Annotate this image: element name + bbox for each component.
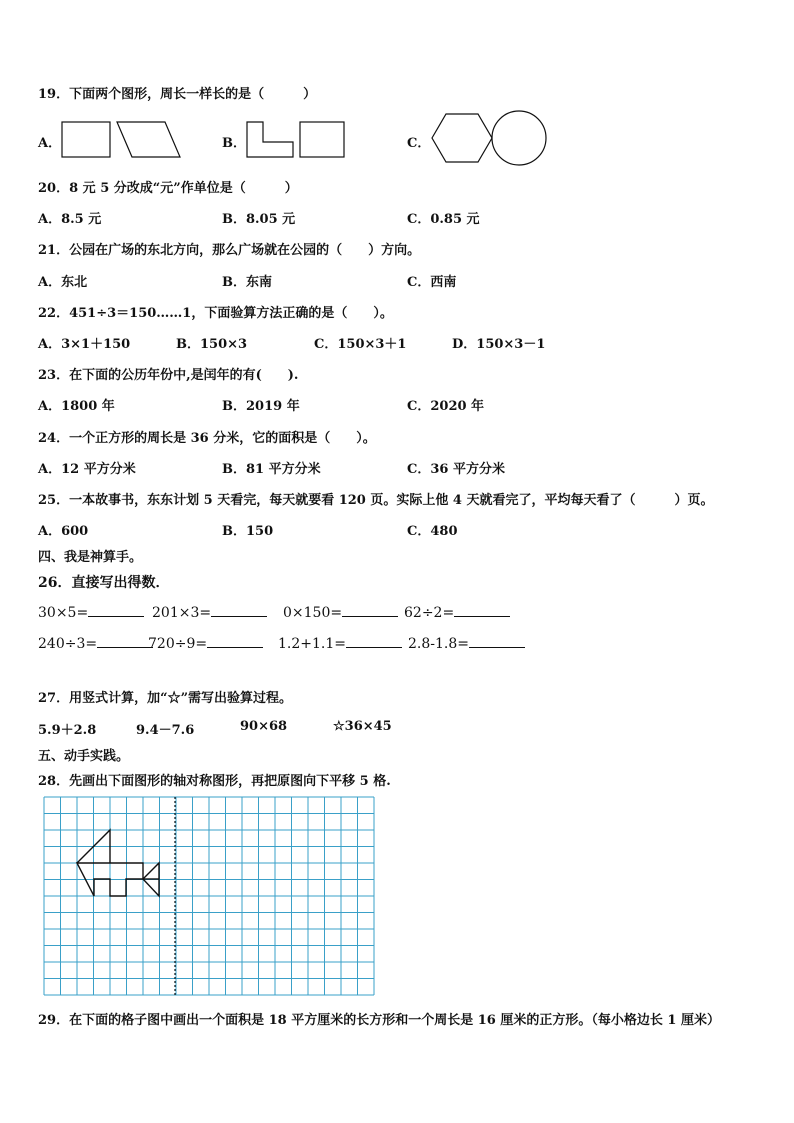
option-a: A．3×1＋150 xyxy=(38,337,131,352)
option-d: D．150×3－1 xyxy=(452,337,546,352)
question-21: 21．公园在广场的东北方向，那么广场就在公园的（ ）方向。 xyxy=(38,243,421,258)
option-b: B．8.05 元 xyxy=(222,212,296,227)
calc-item: 240÷3= xyxy=(38,635,153,652)
question-28: 28．先画出下面图形的轴对称图形，再把原图向下平移 5 格. xyxy=(38,774,391,789)
option-a-label: A． xyxy=(38,136,62,151)
question-26: 26．直接写出得数． xyxy=(38,575,170,591)
grid-diagram[interactable] xyxy=(44,797,374,997)
vertical-calc-item: 90×68 xyxy=(240,719,288,734)
calc-item: 2.8-1.8= xyxy=(408,635,525,652)
option-c: C．480 xyxy=(407,524,458,539)
vertical-calc-item: ☆36×45 xyxy=(333,719,392,734)
option-c: C．150×3＋1 xyxy=(314,337,407,352)
calc-item: 0×150= xyxy=(283,604,398,621)
option-b: B．东南 xyxy=(222,275,272,290)
calc-item: 30×5= xyxy=(38,604,144,621)
hexagon-figure xyxy=(432,114,492,162)
answer-blank[interactable] xyxy=(97,635,153,648)
option-c-figures xyxy=(430,110,550,166)
option-c-label: C． xyxy=(407,136,431,151)
calc-item: 1.2+1.1= xyxy=(278,635,402,652)
option-b: B．2019 年 xyxy=(222,399,300,414)
section-heading-5: 五、动手实践。 xyxy=(38,749,130,764)
parallelogram-figure xyxy=(117,122,180,157)
option-b: B．150×3 xyxy=(176,337,248,352)
option-a: A．东北 xyxy=(38,275,88,290)
option-b: B．150 xyxy=(222,524,274,539)
option-c: C．西南 xyxy=(407,275,457,290)
answer-blank[interactable] xyxy=(88,604,144,617)
section-heading-4: 四、我是神算手。 xyxy=(38,550,143,565)
option-b: B．81 平方分米 xyxy=(222,462,321,477)
answer-blank[interactable] xyxy=(469,635,525,648)
question-19: 19．下面两个图形，周长一样长的是（ ） xyxy=(38,87,317,102)
question-25: 25．一本故事书，东东计划 5 天看完，每天就要看 120 页。实际上他 4 天就看完了，平均每天看了（ ）页。 xyxy=(38,493,714,508)
answer-blank[interactable] xyxy=(454,604,510,617)
option-a: A．600 xyxy=(38,524,89,539)
calc-item: 62÷2= xyxy=(404,604,510,621)
answer-blank[interactable] xyxy=(342,604,398,617)
l-shape-figure xyxy=(247,122,293,157)
question-27: 27．用竖式计算，加“☆”需写出验算过程。 xyxy=(38,691,293,706)
option-a: A．12 平方分米 xyxy=(38,462,136,477)
question-20: 20．8 元 5 分改成“元”作单位是（ ） xyxy=(38,181,298,196)
option-a: A．1800 年 xyxy=(38,399,115,414)
vertical-calc-item: 5.9＋2.8 xyxy=(38,723,97,738)
rectangle-figure xyxy=(62,122,110,157)
question-24: 24．一个正方形的周长是 36 分米，它的面积是（ ）。 xyxy=(38,431,376,446)
answer-blank[interactable] xyxy=(207,635,263,648)
option-c: C．0.85 元 xyxy=(407,212,480,227)
answer-blank[interactable] xyxy=(211,604,267,617)
question-23: 23．在下面的公历年份中,是闰年的有( ). xyxy=(38,368,299,383)
option-a: A．8.5 元 xyxy=(38,212,102,227)
circle-figure xyxy=(492,111,546,165)
square-figure xyxy=(300,122,344,157)
calc-item: 720÷9= xyxy=(148,635,263,652)
calc-item: 201×3= xyxy=(152,604,267,621)
option-b-figures xyxy=(245,120,350,160)
question-29: 29．在下面的格子图中画出一个面积是 18 平方厘米的长方形和一个周长是 16 厘米的正方形。（每小格边长 1 厘米） xyxy=(38,1013,720,1028)
option-a-figures xyxy=(60,120,185,160)
answer-blank[interactable] xyxy=(346,635,402,648)
option-c: C．2020 年 xyxy=(407,399,485,414)
vertical-calc-item: 9.4－7.6 xyxy=(136,723,195,738)
question-22: 22．451÷3＝150……1，下面验算方法正确的是（ ）。 xyxy=(38,306,393,321)
option-c: C．36 平方分米 xyxy=(407,462,505,477)
option-b-label: B． xyxy=(222,136,246,151)
